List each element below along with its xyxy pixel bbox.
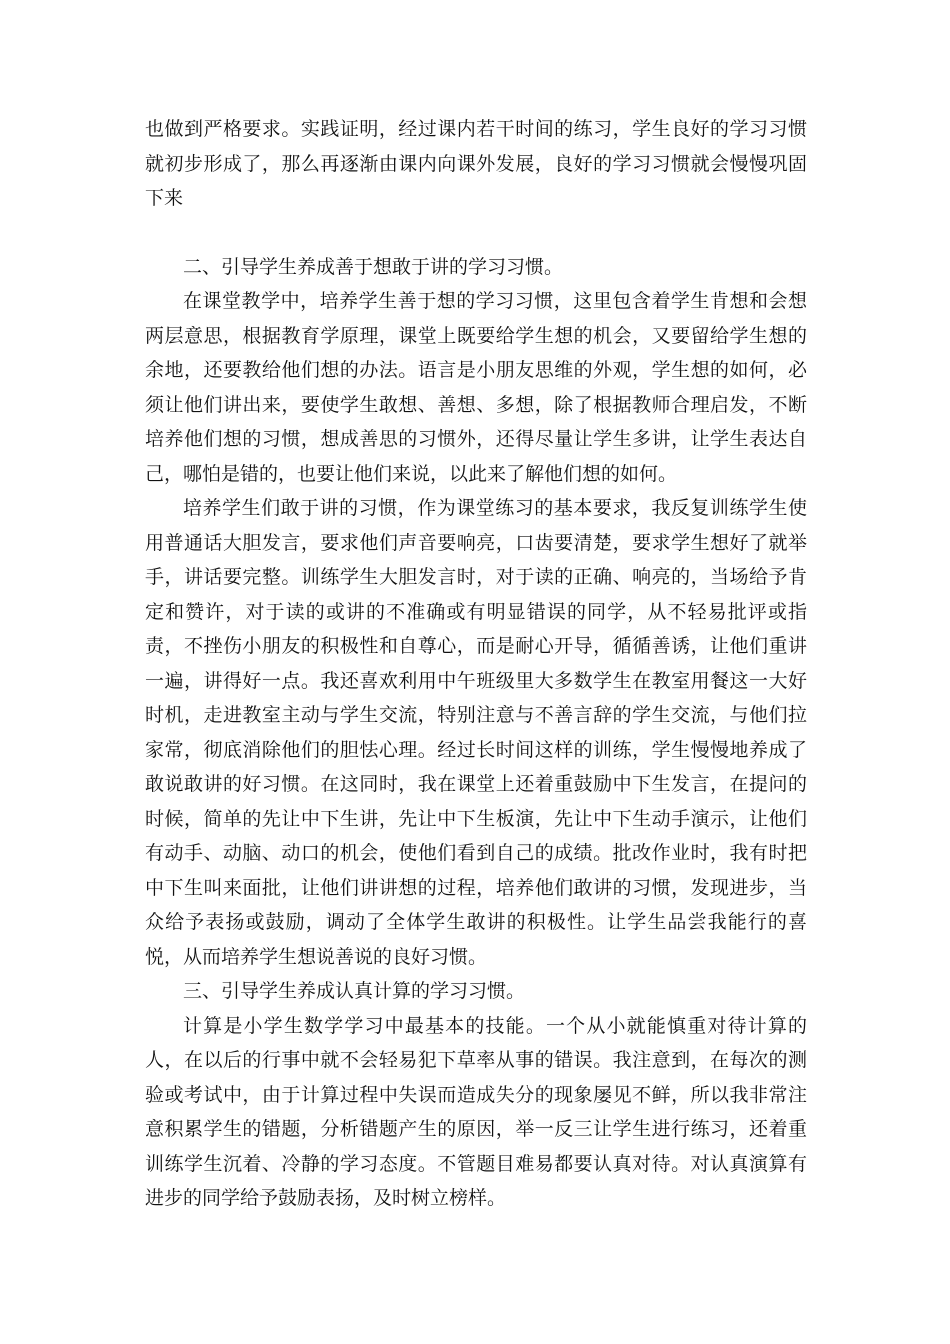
continuation-paragraph: 也做到严格要求。实践证明，经过课内若干时间的练习，学生良好的学习习惯就初步形成了，那么再逐渐由课内向课外发展，良好的学习习惯就会慢慢巩固下来	[145, 118, 807, 209]
section-heading-2: 二、引导学生养成善于想敢于讲的学习习惯。	[183, 255, 564, 278]
paragraph-gap	[145, 216, 807, 250]
document-page	[145, 112, 807, 1216]
section-heading-3: 三、引导学生养成认真计算的学习习惯。	[183, 980, 526, 1002]
body-paragraph: 培养学生们敢于讲的习惯，作为课堂练习的基本要求，我反复训练学生使用普通话大胆发言，要求他们声音要响亮，口齿要清楚，要求学生想好了就举手，讲话要完整。训练学生大胆发言时，对于读的正确、响亮的，当场给予肯定和赞许，对于读的或讲的不准确或有明显错误的同学，从不轻易批评或指责，不挫伤小朋友的积极性和自尊心，而是耐心开导，循循善诱，让他们重讲一遍，讲得好一点。我还喜欢利用中午班级里大多数学生在教室用餐这一大好时机，走进教室主动与学生交流，特别注意与不善言辞的学生交流，与他们拉家常，彻底消除他们的胆怯心理。经过长时间这样的训练，学生慢慢地养成了敢说敢讲的好习惯。在这同时，我在课堂上还着重鼓励中下生发言，在提问的时候，简单的先让中下生讲，先让中下生板演，先让中下生动手演示，让他们有动手、动脑、动口的机会，使他们看到自己的成绩。批改作业时，我有时把中下生叫来面批，让他们讲讲想的过程，培养他们敢讲的习惯，发现进步，当众给予表扬或鼓励，调动了全体学生敢讲的积极性。让学生品尝我能行的喜悦，从而培养学生想说善说的良好习惯。	[145, 497, 807, 968]
body-paragraph: 在课堂教学中，培养学生善于想的学习习惯，这里包含着学生肯想和会想两层意思，根据教育学原理，课堂上既要给学生想的机会，又要留给学生想的余地，还要教给他们想的办法。语言是小朋友思维的外观，学生想的如何，必须让他们讲出来，要使学生敢想、善想、多想，除了根据教师合理启发，不断培养他们想的习惯，想成善思的习惯外，还得尽量让学生多讲，让学生表达自己，哪怕是错的，也要让他们来说，以此来了解他们想的如何。	[145, 290, 807, 485]
body-paragraph: 计算是小学生数学学习中最基本的技能。一个从小就能慎重对待计算的人，在以后的行事中就不会轻易犯下草率从事的错误。我注意到，在每次的测验或考试中，由于计算过程中失误而造成失分的现象屡见不鲜，所以我非常注意积累学生的错题，分析错题产生的原因，举一反三让学生进行练习，还着重训练学生沉着、冷静的学习态度。不管题目难易都要认真对待。对认真演算有进步的同学给予鼓励表扬，及时树立榜样。	[145, 1014, 807, 1209]
